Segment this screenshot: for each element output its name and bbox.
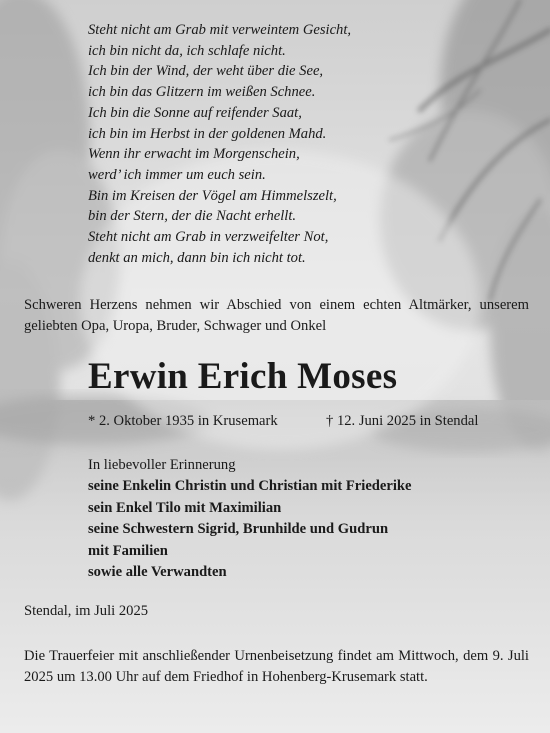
mourner-line: seine Enkelin Christin und Christian mit Friederike (88, 478, 412, 495)
mourner-line: sein Enkel Tilo mit Maximilian (88, 499, 282, 516)
birth-date: * 2. Oktober 1935 in Krusemark (88, 413, 278, 429)
deceased-name: Erwin Erich Moses (88, 356, 398, 397)
poem-line: ich bin nicht da, ich schlafe nicht. (88, 42, 286, 59)
mourner-line: mit Familien (88, 542, 168, 559)
poem-line: Bin im Kreisen der Vögel am Himmelszelt, (88, 187, 337, 204)
mourner-line: seine Schwestern Sigrid, Brunhilde und Gudrun (88, 521, 389, 538)
poem-line: Ich bin die Sonne auf reifender Saat, (88, 104, 302, 121)
funeral-info: Die Trauerfeier mit anschließender Urnenbeisetzung findet am Mittwoch, dem 9. Juli 2025 um 13.00 Uhr auf dem Friedhof in Hohenberg-Krusemark statt. (24, 648, 529, 685)
poem-line: Steht nicht am Grab in verzweifelter Not, (88, 229, 329, 246)
death-date: † 12. Juni 2025 in Stendal (326, 413, 479, 429)
poem-line: bin der Stern, der die Nacht erhellt. (88, 208, 297, 225)
poem-line: Ich bin der Wind, der weht über die See, (88, 63, 324, 80)
poem-line: ich bin das Glitzern im weißen Schnee. (88, 84, 316, 101)
poem (88, 20, 508, 268)
poem-line: werd’ ich immer um euch sein. (88, 166, 266, 183)
life-dates (88, 411, 528, 431)
mourners-list (88, 455, 508, 583)
poem-line: ich bin im Herbst in der goldenen Mahd. (88, 125, 327, 142)
mourner-line: sowie alle Verwandten (88, 564, 227, 581)
poem-line: denkt an mich, dann bin ich nicht tot. (88, 249, 306, 266)
mourners-intro: In liebevoller Erinnerung (88, 457, 236, 473)
place-date: Stendal, im Juli 2025 (24, 603, 149, 619)
poem-line: Wenn ihr erwacht im Morgenschein, (88, 146, 300, 163)
poem-line: Steht nicht am Grab mit verweintem Gesicht, (88, 22, 352, 38)
intro-text: Schweren Herzens nehmen wir Abschied von einem echten Altmärker, unserem geliebten Opa, Uropa, Bruder, Schwager und Onkel (24, 297, 529, 334)
